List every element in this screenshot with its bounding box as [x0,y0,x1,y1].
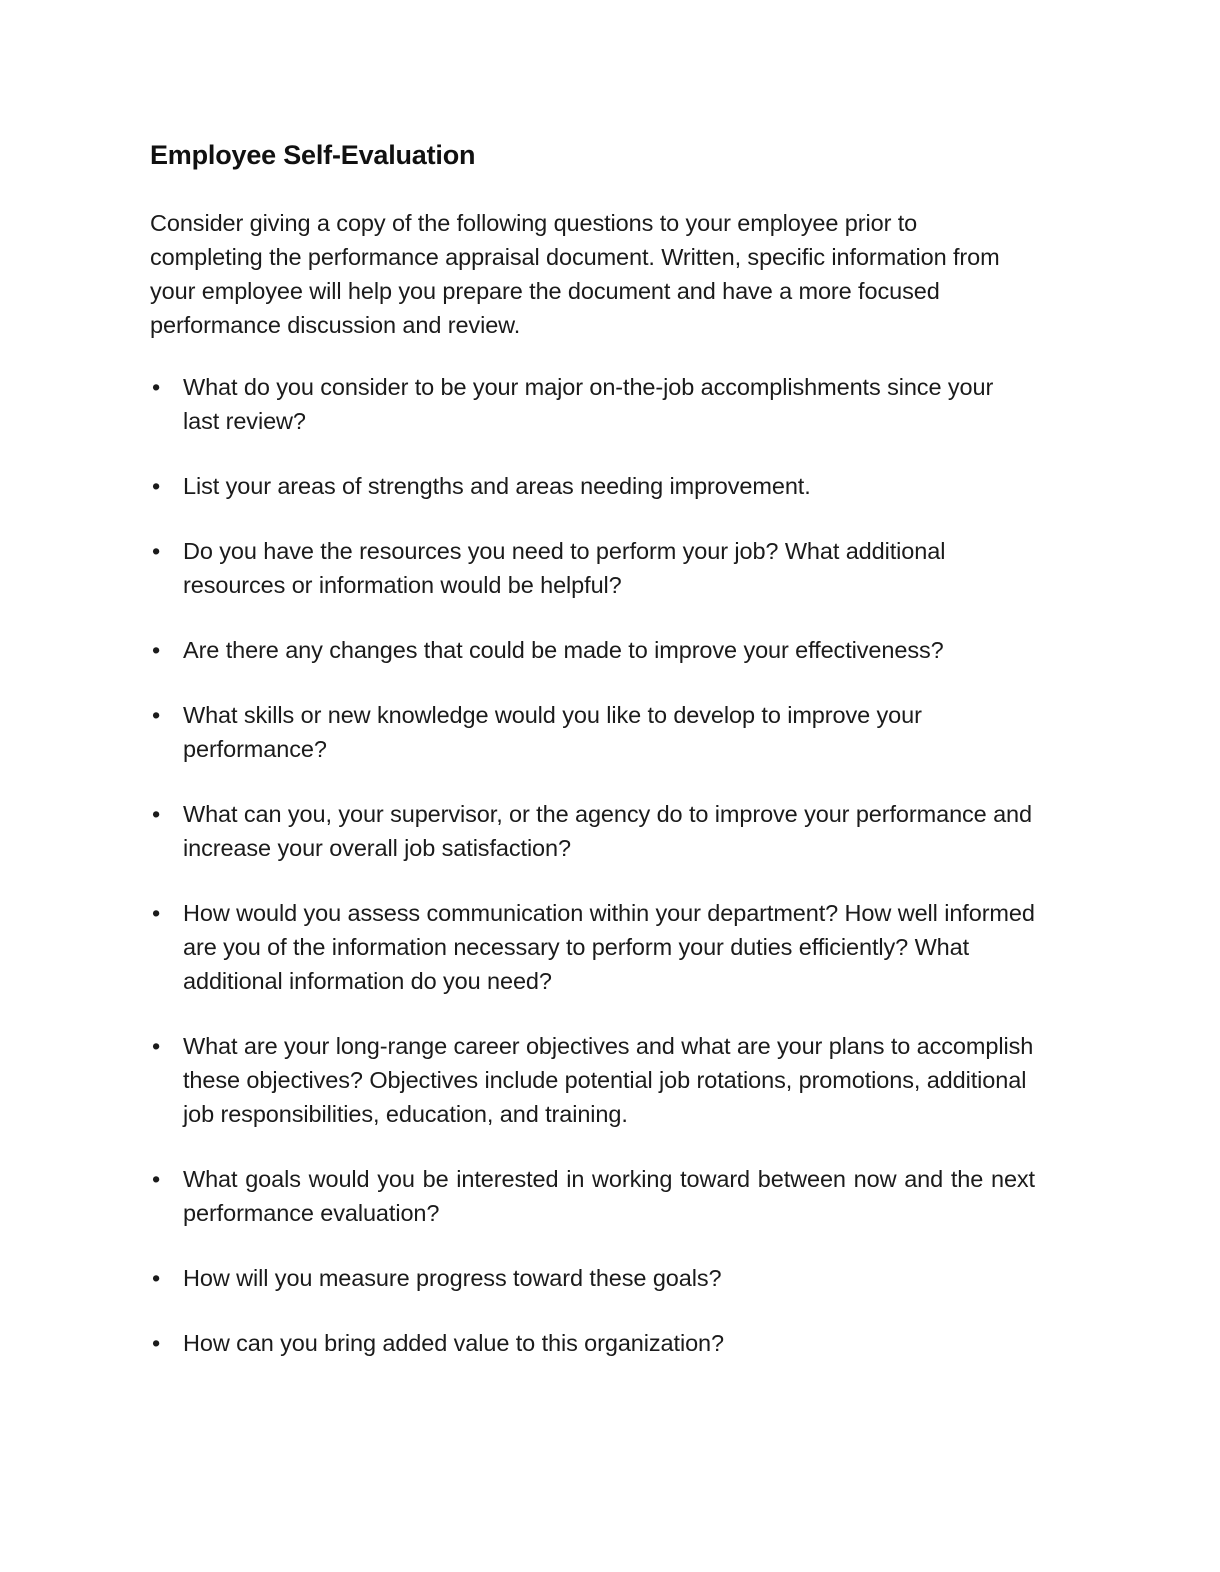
question-text: Are there any changes that could be made to improve your effectiveness? [183,637,944,663]
question-text: What goals would you be interested in working toward between now and the next performance evaluation? [183,1166,1035,1226]
list-item [150,896,1035,998]
page-title: Employee Self-Evaluation [150,140,476,170]
list-item [150,370,1035,438]
bullet-icon: • [152,374,161,400]
bullet-icon: • [152,900,161,926]
document-body [150,138,1040,1360]
question-text: How would you assess communication within your department? How well informed are you of the information necessary to perform your duties efficiently? What additional information do you need? [183,900,1035,994]
bullet-icon: • [152,1166,161,1192]
question-text: How will you measure progress toward these goals? [183,1265,722,1291]
list-item [150,469,1035,503]
bullet-icon: • [152,1033,161,1059]
bullet-icon: • [152,538,161,564]
question-text: What can you, your supervisor, or the agency do to improve your performance and increase your overall job satisfaction? [183,801,1032,861]
bullet-icon: • [152,637,161,663]
list-item [150,1261,1035,1295]
intro-paragraph: Consider giving a copy of the following questions to your employee prior to completing the performance appraisal document. Written, specific information from your employee will help you prepare the document and have a more focused performance discussion and review. [150,210,1000,338]
list-item [150,534,1035,602]
question-text: What do you consider to be your major on-the-job accomplishments since your last review? [183,374,994,434]
list-item [150,797,1035,865]
list-item [150,1029,1035,1131]
list-item [150,1162,1035,1230]
questions-list [150,370,1040,1360]
bullet-icon: • [152,702,161,728]
question-text: List your areas of strengths and areas needing improvement. [183,473,811,499]
bullet-icon: • [152,801,161,827]
bullet-icon: • [152,473,161,499]
question-text: How can you bring added value to this organization? [183,1330,724,1356]
list-item [150,698,1035,766]
question-text: Do you have the resources you need to perform your job? What additional resources or information would be helpful? [183,538,946,598]
bullet-icon: • [152,1265,161,1291]
question-text: What are your long-range career objectives and what are your plans to accomplish these objectives? Objectives include potential job rotations, promotions, additional job responsibilities, education, and training. [183,1033,1034,1127]
question-text: What skills or new knowledge would you like to develop to improve your performance? [183,702,922,762]
list-item [150,633,1035,667]
list-item [150,1326,1035,1360]
bullet-icon: • [152,1330,161,1356]
